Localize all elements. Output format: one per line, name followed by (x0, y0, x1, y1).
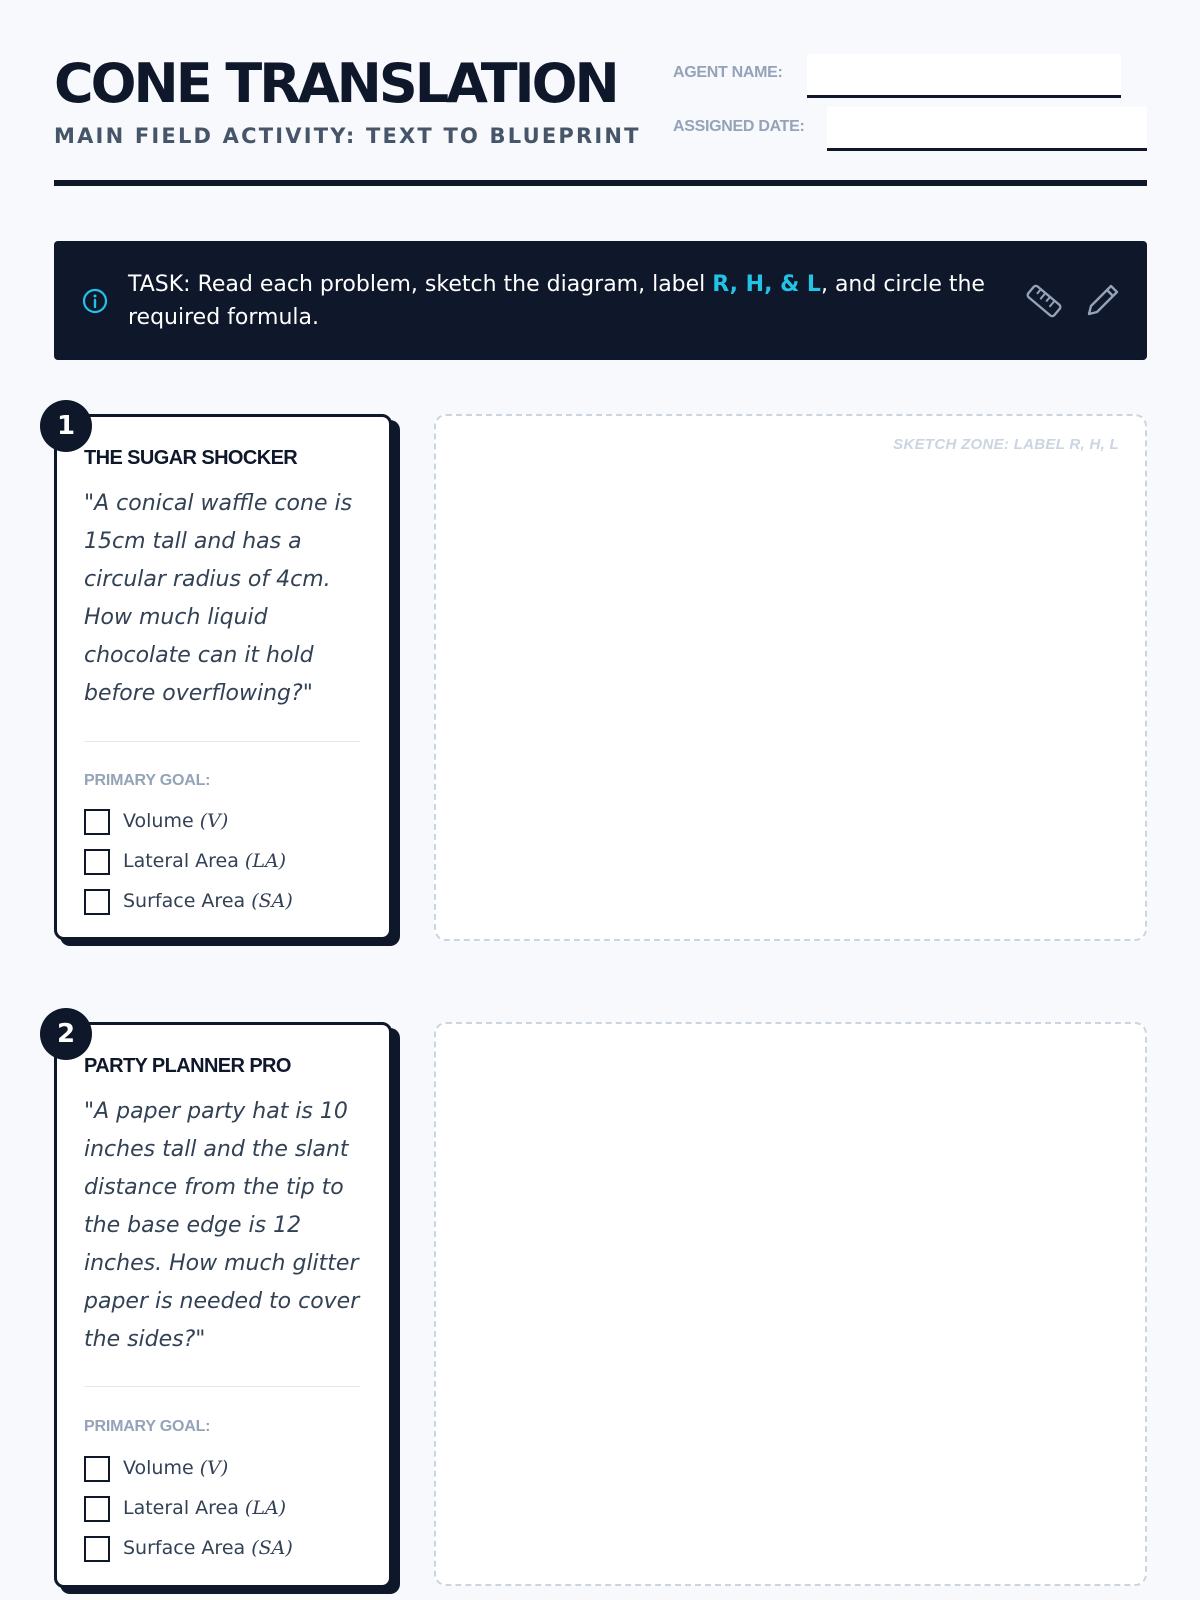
goal-option-volume[interactable] (84, 1455, 364, 1483)
goal-option-surface-area[interactable] (84, 888, 364, 916)
assigned-date-field[interactable] (827, 107, 1147, 151)
sketch-zone[interactable] (434, 1022, 1147, 1586)
goal-option-lateral-area[interactable] (84, 1495, 364, 1523)
ruler-icon (1024, 281, 1064, 321)
checkbox[interactable] (84, 1536, 110, 1562)
option-label: Surface Area (123, 890, 246, 912)
checkbox[interactable] (84, 809, 110, 835)
info-icon (82, 288, 108, 314)
option-symbol: (SA) (251, 1537, 293, 1559)
card-divider (84, 1386, 360, 1387)
card-divider (84, 741, 360, 742)
problem-2 (54, 1019, 1147, 1592)
agent-name-field[interactable] (807, 54, 1121, 98)
sketch-zone-label: SKETCH ZONE: LABEL R, H, L (893, 436, 1119, 453)
option-label: Volume (123, 810, 194, 832)
option-label: Lateral Area (123, 1497, 239, 1519)
option-symbol: (LA) (244, 850, 287, 872)
sketch-zone[interactable] (434, 414, 1147, 941)
assigned-date-label: ASSIGNED DATE: (673, 118, 805, 135)
option-symbol: (SA) (251, 890, 293, 912)
problem-1 (54, 411, 1147, 944)
task-text-highlight: R, H, & L (712, 272, 821, 297)
task-text-suffix: , and circle the required formula. (128, 272, 985, 330)
problem-text: "A paper party hat is 10 inches tall and the slant distance from the tip to the base edge is 12 inches. How much glitter paper is needed to cover the sides?" (84, 1099, 360, 1352)
page-title: CONE TRANSLATION (54, 52, 617, 115)
option-label: Volume (123, 1457, 194, 1479)
option-symbol: (LA) (244, 1497, 287, 1519)
option-label: Lateral Area (123, 850, 239, 872)
option-symbol: (V) (199, 1457, 229, 1479)
primary-goal-label: PRIMARY GOAL: (84, 772, 211, 789)
problem-card (54, 411, 392, 940)
header (54, 52, 1147, 188)
task-banner (54, 241, 1147, 360)
problem-card (54, 1019, 392, 1588)
problem-title: THE SUGAR SHOCKER (84, 447, 298, 469)
task-text-prefix: TASK: Read each problem, sketch the diagram, label (128, 272, 713, 297)
page-subtitle: MAIN FIELD ACTIVITY: TEXT TO BLUEPRINT (54, 124, 641, 148)
problem-title: PARTY PLANNER PRO (84, 1055, 291, 1077)
goal-option-lateral-area[interactable] (84, 848, 364, 876)
checkbox[interactable] (84, 849, 110, 875)
problem-text: "A conical waffle cone is 15cm tall and has a circular radius of 4cm. How much liquid chocolate can it hold before overflowing?" (84, 491, 353, 706)
checkbox[interactable] (84, 1456, 110, 1482)
problem-number-badge: 2 (40, 1008, 92, 1060)
checkbox[interactable] (84, 889, 110, 915)
goal-option-volume[interactable] (84, 808, 364, 836)
header-divider (54, 180, 1147, 186)
agent-name-label: AGENT NAME: (673, 64, 783, 81)
goal-option-surface-area[interactable] (84, 1535, 364, 1563)
checkbox[interactable] (84, 1496, 110, 1522)
option-symbol: (V) (199, 810, 229, 832)
pencil-icon (1084, 281, 1122, 319)
problem-number-badge: 1 (40, 400, 92, 452)
task-instructions (128, 268, 1028, 334)
primary-goal-label: PRIMARY GOAL: (84, 1418, 211, 1435)
option-label: Surface Area (123, 1537, 246, 1559)
worksheet-page (54, 0, 1147, 1600)
